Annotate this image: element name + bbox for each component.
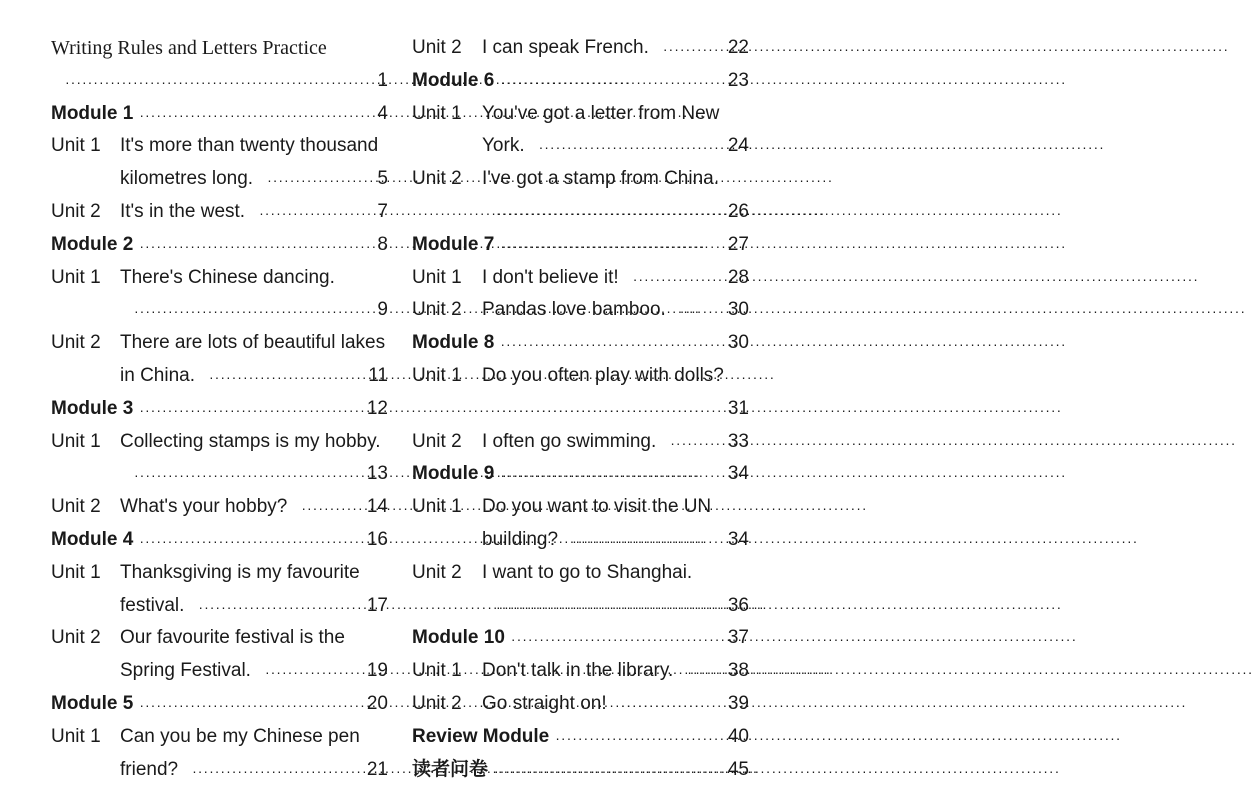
toc-entry [412, 93, 749, 125]
entry-title: York. [482, 135, 525, 157]
dot-leader [496, 401, 721, 420]
entry-title: Go straight on! [482, 693, 607, 714]
dot-leader [500, 73, 721, 92]
entry-label: Module 5 [51, 693, 134, 714]
toc-entry [412, 27, 749, 59]
entry-label: Unit 1 [412, 102, 462, 124]
entry-label: Unit 1 [412, 496, 462, 518]
entry-label: Unit 1 [412, 365, 462, 386]
toc-entry [412, 650, 749, 682]
toc-heading-entry [412, 224, 749, 256]
entry-title: Spring Festival. [120, 660, 251, 682]
toc-entry [412, 257, 749, 289]
entry-label: Unit 2 [412, 168, 462, 190]
entry-title: You've got a letter from New [482, 102, 720, 124]
toc-entry [51, 716, 388, 748]
entry-label: Writing Rules and Letters Practice [51, 37, 327, 59]
dot-leader [511, 630, 721, 649]
toc-entry [51, 617, 388, 649]
toc-heading-entry [412, 716, 749, 748]
dot-leader [139, 237, 360, 256]
entry-title: Do you want to visit the UN [482, 496, 712, 518]
entry-title: Don't talk in the library. [482, 660, 674, 682]
dot-leader [198, 598, 360, 617]
entry-label: Module 6 [412, 69, 495, 91]
toc-entry [412, 552, 749, 584]
entry-label: Module 10 [412, 627, 505, 649]
entry-title: building? [482, 529, 559, 550]
toc-entry [51, 289, 388, 321]
entry-title: festival. [120, 594, 185, 616]
dot-leader [192, 762, 360, 781]
dot-leader [259, 204, 360, 223]
entry-label: Unit 2 [51, 627, 101, 649]
page-number: 27 [727, 233, 749, 255]
entry-label: 读者问卷 [412, 758, 489, 780]
entry-label: Module 9 [412, 463, 495, 485]
page-number: 20 [366, 693, 388, 714]
toc-entry [412, 421, 749, 453]
entry-title: What's your hobby? [120, 496, 288, 518]
entry-title: kilometres long. [120, 168, 254, 190]
dot-leader [494, 762, 721, 781]
dot-leader [139, 696, 360, 715]
dot-leader [633, 270, 721, 289]
page-number: 33 [727, 430, 749, 452]
page-number: 16 [366, 529, 388, 550]
toc-entry [412, 486, 749, 518]
entry-label: Unit 1 [412, 266, 462, 288]
toc-entry [412, 355, 749, 387]
page-number: 34 [727, 529, 749, 550]
toc-entry [51, 552, 388, 584]
entry-label: Unit 2 [51, 201, 101, 222]
toc-heading-entry [51, 683, 388, 715]
toc-entry [51, 749, 388, 781]
toc-entry [412, 683, 749, 715]
entry-label: Module 4 [51, 529, 134, 550]
entry-label: Unit 2 [412, 430, 462, 452]
dot-leader [500, 466, 721, 485]
entry-label: Review Module [412, 725, 550, 747]
entry-title: friend? [120, 758, 179, 780]
entry-label: Module 3 [51, 397, 134, 419]
entry-title: It's more than twenty thousand [120, 135, 379, 157]
toc-heading-entry [412, 322, 749, 354]
page-number: 39 [727, 693, 749, 714]
page-number: 34 [727, 463, 749, 485]
entry-label: Unit 1 [412, 660, 462, 682]
page-number: 23 [727, 69, 749, 91]
entry-label: Module 1 [51, 102, 134, 124]
toc-entry [412, 125, 749, 157]
dot-leader [680, 302, 721, 321]
dot-leader [496, 204, 721, 223]
entry-label: Unit 2 [412, 37, 462, 58]
page-number: 4 [377, 102, 388, 124]
entry-title: Collecting stamps is my hobby. [120, 430, 381, 452]
entry-title: It's in the west. [120, 201, 246, 222]
page-number: 26 [727, 201, 749, 222]
dot-leader [572, 532, 721, 551]
toc-entry [412, 158, 749, 190]
toc-heading-entry [51, 519, 388, 551]
toc-entry [51, 650, 388, 682]
entry-title: There's Chinese dancing. [120, 266, 335, 288]
entry-label: Unit 2 [412, 693, 462, 714]
page-number: 19 [366, 660, 388, 682]
toc-heading-entry [51, 27, 388, 59]
toc-entry [412, 519, 749, 551]
toc-heading-entry [412, 60, 749, 92]
toc-heading-entry [51, 93, 388, 125]
entry-label: Unit 2 [412, 561, 462, 583]
toc-entry [412, 388, 749, 420]
entry-label: Unit 2 [51, 332, 101, 354]
toc-entry [51, 355, 388, 387]
dot-leader [209, 368, 360, 387]
toc-entry [51, 60, 388, 92]
entry-label: Module 2 [51, 233, 134, 255]
entry-label: Unit 1 [51, 430, 101, 452]
dot-leader [267, 171, 360, 190]
entry-title: I don't believe it! [482, 266, 619, 288]
page-number: 45 [727, 758, 749, 780]
page-number: 31 [727, 397, 749, 419]
dot-leader [500, 237, 721, 256]
toc-entry [412, 289, 749, 321]
dot-leader [496, 598, 721, 617]
toc-entry [51, 191, 388, 223]
entry-title: Do you often play with dolls? [482, 365, 724, 386]
page-number: 24 [727, 135, 749, 157]
entry-label: Module 8 [412, 332, 495, 354]
toc-heading-entry [412, 453, 749, 485]
dot-leader [65, 73, 360, 92]
page-number: 11 [368, 365, 388, 386]
page-number: 37 [727, 627, 749, 649]
dot-leader [500, 335, 721, 354]
page-number: 7 [377, 201, 388, 222]
toc-entry [51, 158, 388, 190]
entry-title: Thanksgiving is my favourite [120, 561, 360, 583]
page-number: 17 [366, 594, 388, 616]
page-number: 40 [727, 725, 749, 747]
page-number: 38 [727, 660, 749, 682]
toc-entry [412, 585, 749, 617]
dot-leader [134, 302, 360, 321]
entry-label: Unit 2 [412, 299, 462, 321]
entry-label: Unit 1 [51, 266, 101, 288]
dot-leader [687, 663, 721, 682]
toc-heading-entry [51, 388, 388, 420]
dot-leader [621, 696, 721, 715]
entry-title: I often go swimming. [482, 430, 657, 452]
toc-entry [51, 322, 388, 354]
page-number: 30 [727, 332, 749, 354]
toc-heading-entry [412, 749, 749, 781]
entry-label: Module 7 [412, 233, 495, 255]
dot-leader [670, 434, 721, 453]
entry-label: Unit 1 [51, 725, 101, 747]
page-number: 9 [377, 299, 388, 321]
toc-entry [51, 486, 388, 518]
dot-leader [301, 499, 360, 518]
entry-label: Unit 1 [51, 561, 101, 583]
entry-title: I want to go to Shanghai. [482, 561, 693, 583]
page-number: 22 [727, 37, 749, 58]
dot-leader [134, 466, 360, 485]
page-number: 8 [377, 233, 388, 255]
toc-entry [51, 453, 388, 485]
dot-leader [139, 401, 360, 420]
dot-leader [555, 729, 721, 748]
entry-title: Pandas love bamboo. [482, 299, 666, 321]
entry-title: in China. [120, 365, 195, 386]
page-number: 21 [366, 758, 388, 780]
toc-entry [51, 257, 388, 289]
toc-entry [51, 421, 388, 453]
entry-title: There are lots of beautiful lakes [120, 332, 386, 354]
entry-label: Unit 2 [51, 496, 101, 518]
entry-title: Our favourite festival is the [120, 627, 345, 649]
page-number: 12 [366, 397, 388, 419]
entry-title: Can you be my Chinese pen [120, 725, 360, 747]
toc-entry [51, 585, 388, 617]
page-number: 30 [727, 299, 749, 321]
dot-leader [539, 138, 721, 157]
toc-entry [51, 125, 388, 157]
page-number: 5 [377, 168, 388, 190]
toc-heading-entry [412, 617, 749, 649]
page-number: 28 [727, 266, 749, 288]
toc-entry [412, 191, 749, 223]
page-number: 1 [377, 69, 388, 91]
page-number: 36 [727, 594, 749, 616]
dot-leader [139, 532, 360, 551]
entry-label: Unit 1 [51, 135, 101, 157]
dot-leader [139, 106, 360, 125]
page-number: 14 [366, 496, 388, 518]
toc-heading-entry [51, 224, 388, 256]
entry-title: I can speak French. [482, 37, 649, 58]
page-number: 13 [366, 463, 388, 485]
dot-leader [265, 663, 360, 682]
entry-title: I've got a stamp from China. [482, 168, 720, 190]
dot-leader [663, 40, 721, 59]
